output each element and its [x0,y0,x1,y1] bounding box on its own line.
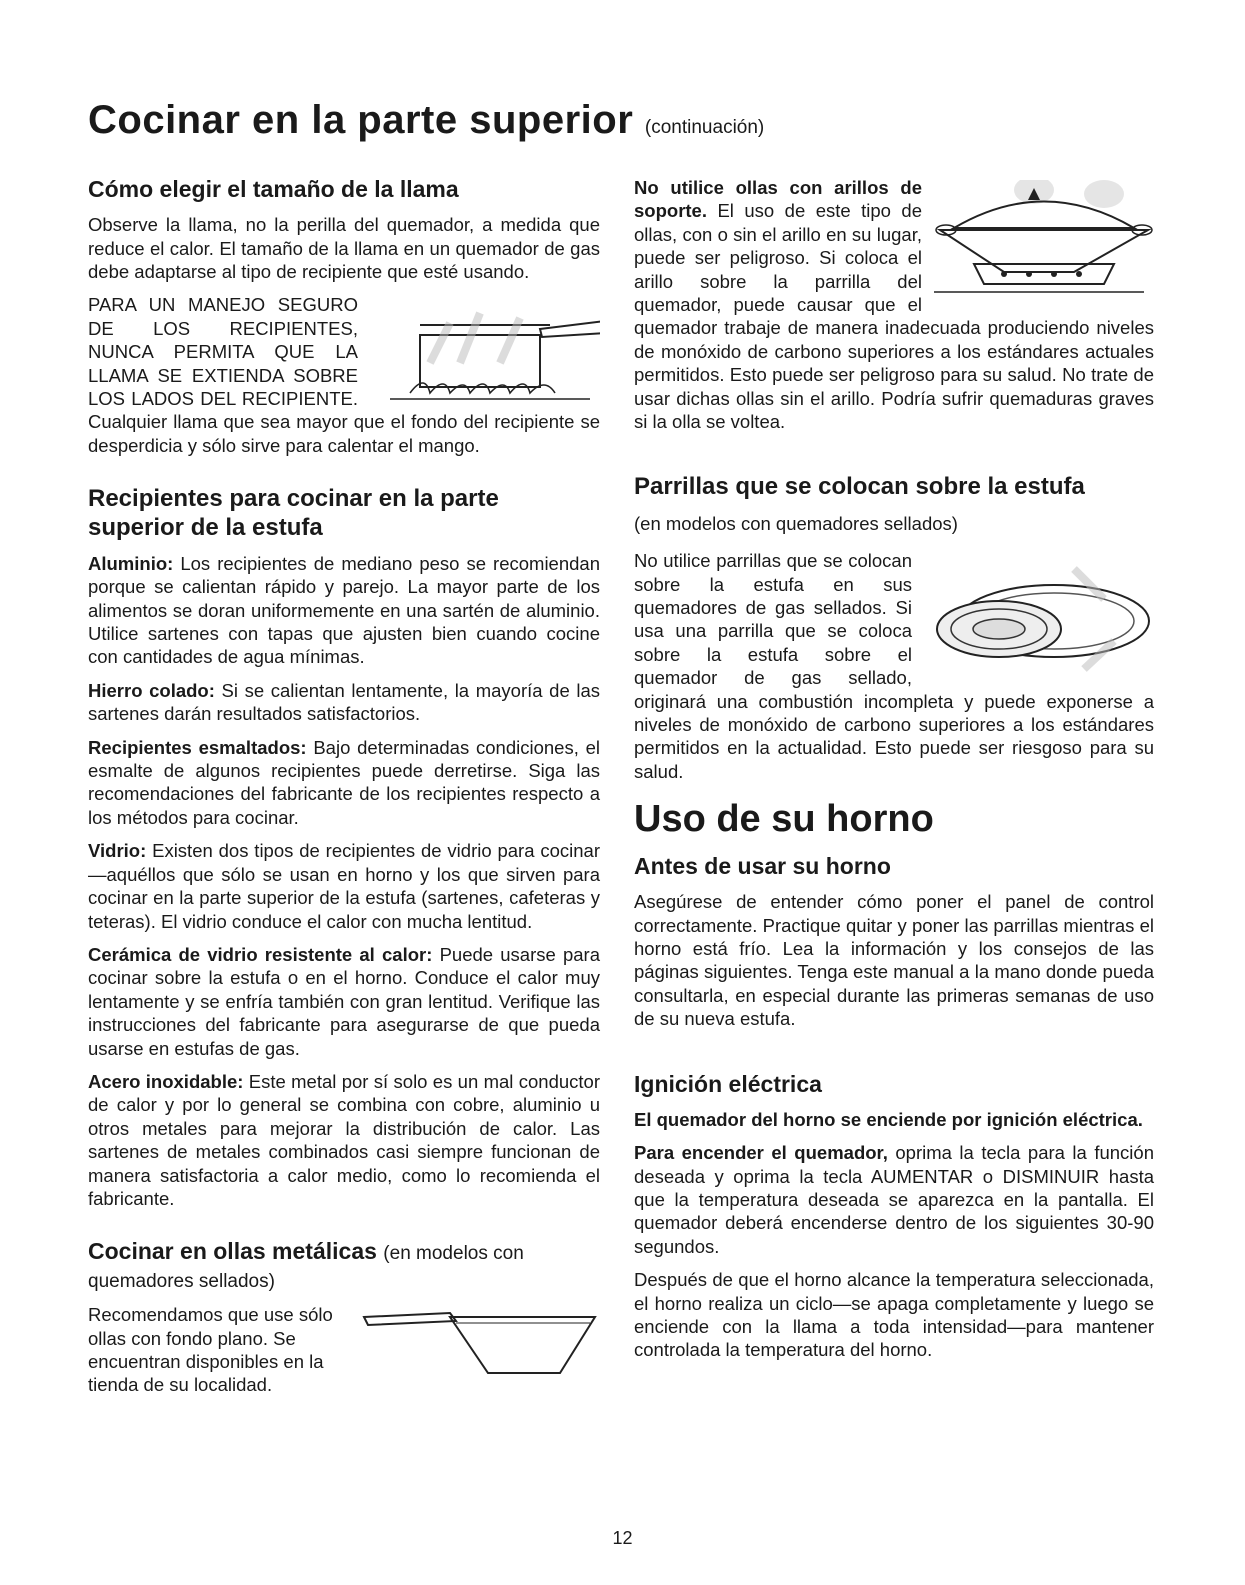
ignition-lead: El quemador del horno se enciende por ignición eléctrica. [634,1108,1143,1130]
cookware-text: Este metal por sí solo es un mal conductor de calor y por lo general se combina con cobre, aluminio u otros metales para mejorar la distribución de calor. Las sartenes de metales combinados casi siempre funcionan de manera satisfactoria a calor medio, como lo recomienda el fabricante. [88,1070,600,1209]
before-use-paragraph: Asegúrese de entender cómo poner el panel de control correctamente. Practique quitar y poner las parrillas mientras el horno está frío. Lea la información y los consejos de las páginas siguientes. Tenga este manual a la mano donde pueda consultarla, en especial durante las primeras semanas de uso de su nueva estufa. [634,891,1154,1030]
before-use-heading: Antes de usar su horno [634,853,891,880]
page-title-subtitle: (continuación) [644,117,765,138]
pot-flame-illustration [370,293,600,403]
ignition-heading: Ignición eléctrica [634,1070,822,1097]
cookware-label: Acero inoxidable: [88,1070,244,1092]
left-column [88,176,600,1407]
metal-pots-heading-text: Cocinar en ollas metálicas [88,1238,377,1265]
cookware-label: Hierro colado: [88,679,215,701]
ignition-paragraph-1 [634,1141,1154,1258]
grates-heading: Parrillas que se colocan sobre la estufa [634,473,1085,501]
flame-size-paragraph: Observe la llama, no la perilla del quemador, a medida que reduce el calor. El tamaño de la llama en un quemador de gas debe adaptarse al tipo de recipiente que esté usando. [88,214,600,282]
metal-pots-heading [88,1238,600,1293]
metal-pots-paragraph: Recomendamos que use sólo ollas con fondo plano. Se encuentran disponibles en la tienda de su localidad. [88,1304,333,1396]
cookware-acero [88,1070,600,1210]
cookware-text: Si se calientan lentamente, la mayoría de las sartenes darán resultados satisfactorios. [88,679,600,725]
cookware-label: Aluminio: [88,552,174,574]
wok-ring-illustration [934,180,1154,310]
cookware-heading: Recipientes para cocinar en la parte superior de la estufa [88,485,499,541]
cookware-ceramica [88,943,600,1060]
flame-warning-paragraph: PARA UN MANEJO SEGURO DE LOS RECIPIENTES, NUNCA PERMITA QUE LA LLAMA SE EXTIENDA SOBRE LOS LADOS DEL RECIPIENTE. Cualquier llama que sea mayor que el fondo del recipiente se desperdicia y sólo sirve para calentar el mango. [88,294,600,456]
cookware-label: Cerámica de vidrio resistente al calor: [88,943,433,965]
oven-heading: Uso de su horno [634,798,934,841]
page-title-text: Cocinar en la parte superior [88,98,634,142]
cookware-aluminio [88,552,600,669]
page-number: 12 [612,1528,633,1548]
cookware-text: Existen dos tipos de recipientes de vidrio para cocinar—aquéllos que sólo se usan en horno y los que sirven para cocinar en la parte superior de la estufa (sartenes, cafeteras y teteras). El vidrio conduce el calor con mucha lentitud. [88,840,601,932]
metal-pots-heading-sub: (en modelos con quemadores sellados) [88,1243,524,1292]
cookware-text: Los recipientes de mediano peso se recomiendan porque se calientan rápido y parejo. La mayor parte de los alimentos se doran uniformemente en una sartén de aluminio. Utilice sartenes con tapas que ajusten bien cuando cocine con cantidades de agua mínimas. [88,552,600,668]
cookware-text: Puede usarse para cocinar sobre la estufa o en el horno. Conduce el calor muy lentamente y se enfría también con gran lentitud. Verifique las instrucciones del fabricante para asegurarse de que pueda usarse en estufas de gas. [88,943,600,1059]
cookware-text: Bajo determinadas condiciones, el esmalte de algunos recipientes puede derretirse. Siga las recomendaciones del fabricante de los recipientes respecto a los métodos para cocinar. [88,736,600,828]
cookware-hierro [88,679,600,726]
wok-ring-lead: No utilice ollas con arillos de soporte. [634,177,922,222]
cookware-label: Vidrio: [88,840,147,862]
ignition-text: oprima la tecla para la función deseada y oprima la tecla AUMENTAR o DISMINUIR hasta que la temperatura deseada se aparezca en la pantalla. El quemador deberá encenderse dentro de los siguientes 30-90 segundos. [634,1142,1154,1257]
cookware-label: Recipientes esmaltados: [88,736,307,758]
cookware-esmaltados [88,736,600,830]
flat-pan-illustration [360,1303,600,1383]
page-title [88,100,764,140]
ignition-label: Para encender el quemador, [634,1142,888,1164]
grates-subheading: (en modelos con quemadores sellados) [634,512,958,534]
cookware-vidrio [88,839,600,933]
ignition-paragraph-2: Después de que el horno alcance la temperatura seleccionada, el horno realiza un ciclo—se apaga completamente y luego se enciende con la llama a toda intensidad—para mantener controlada la temperatura del horno. [634,1269,1154,1361]
flame-size-heading: Cómo elegir el tamaño de la llama [88,176,459,202]
right-column [634,176,1154,1372]
grates-paragraph: No utilice parrillas que se colocan sobre la estufa en sus quemadores de gas sellados. Si usa una parrilla que se coloca sobre la estufa sobre el quemador de gas sellado, originará una combustión incompleta y puede exponerse a niveles de monóxido de carbono superiores a los estándares permitidos en la actualidad. Esto puede ser riesgoso para su salud. [634,550,1154,782]
grate-illustration [924,549,1154,679]
wok-ring-text: El uso de este tipo de ollas, con o sin el arillo en su lugar, puede ser peligroso. Si coloca el arillo sobre la parrilla del quemador, puede causar que el quemador trabaje de manera inadecuada produciendo niveles de monóxido de carbono superiores a los estándares actuales permitidos. Esto puede ser peligroso para su salud. No trate de usar dichas ollas sin el arillo. Podría sufrir quemaduras graves si la olla se voltea. [634,200,1154,433]
